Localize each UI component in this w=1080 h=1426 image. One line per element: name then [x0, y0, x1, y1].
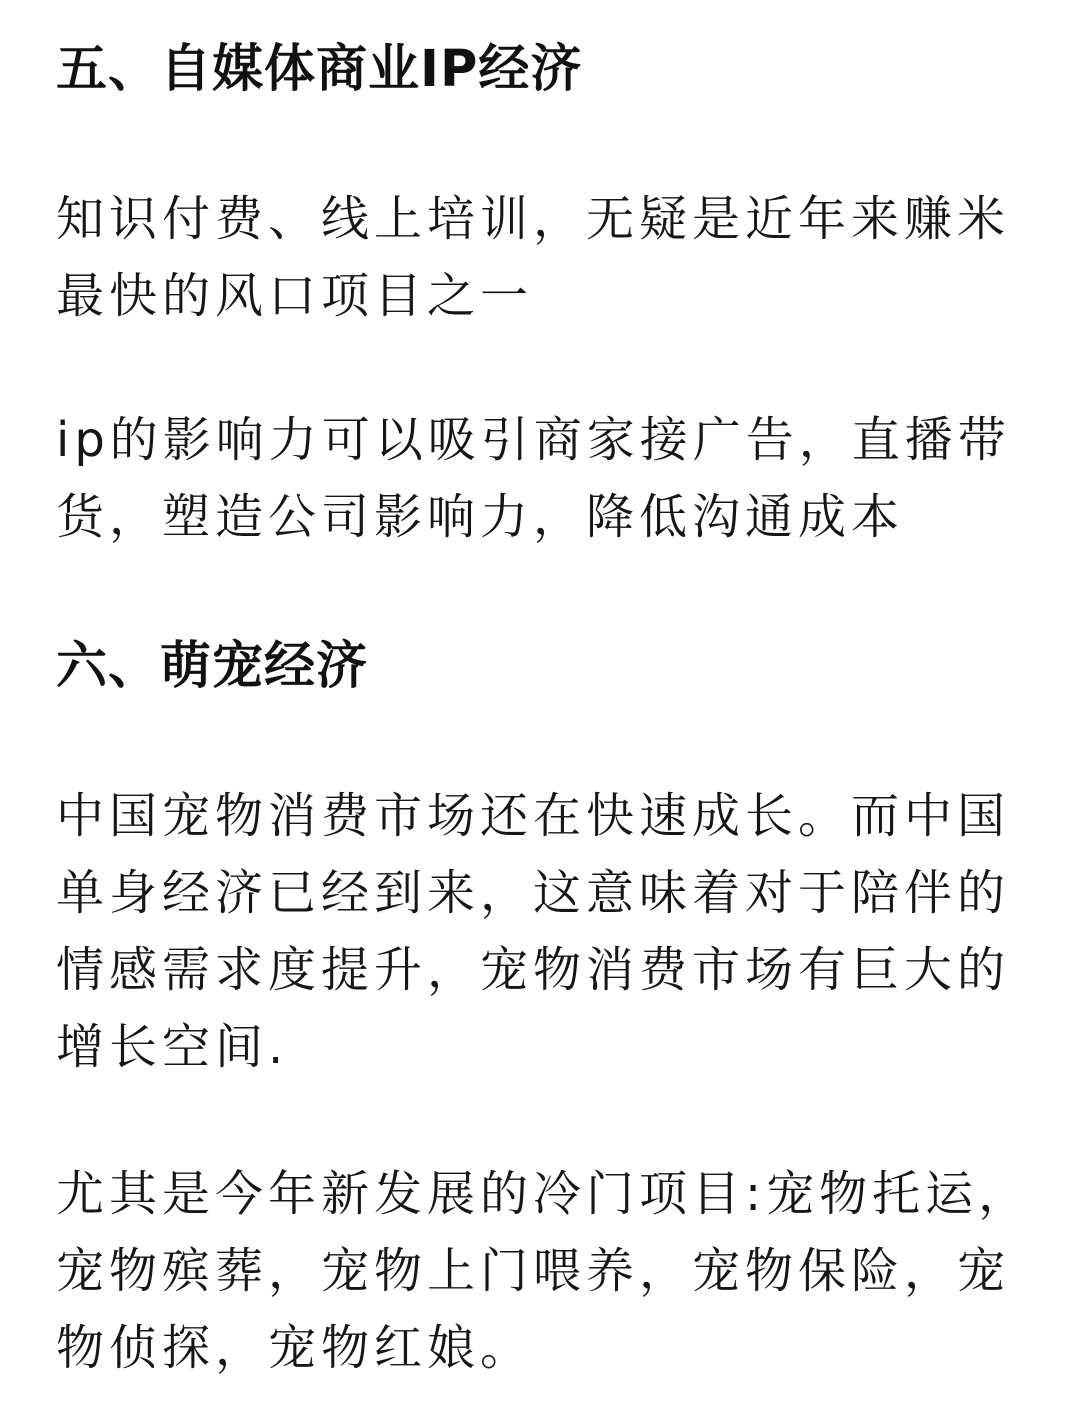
paragraph-line: 货，塑造公司影响力，降低沟通成本 — [56, 489, 905, 545]
paragraph-line: 中国宠物消费市场还在快速成长。而中国 — [56, 788, 1011, 844]
paragraph-line: 增长空间. — [56, 1019, 289, 1075]
paragraph-pet-market — [56, 778, 1010, 1086]
paragraph-line: ip的影响力可以吸引商家接广告，直播带 — [56, 412, 1011, 468]
paragraph-line: 物侦探，宠物红娘。 — [56, 1320, 534, 1376]
paragraph-niche-pet-projects — [56, 1156, 1031, 1387]
paragraph-ip-influence — [56, 402, 1011, 556]
paragraph-line: 情感需求度提升，宠物消费市场有巨大的 — [56, 942, 1011, 998]
section-heading-pet-economy: 六、萌宠经济 — [56, 637, 369, 696]
paragraph-line: 最快的风口项目之一 — [56, 268, 534, 324]
paragraph-line: 宠物殡葬，宠物上门喂养，宠物保险，宠 — [56, 1243, 1011, 1299]
paragraph-line: 单身经济已经到来，这意味着对于陪伴的 — [56, 865, 1011, 921]
paragraph-line: 知识付费、线上培训，无疑是近年来赚米 — [56, 191, 1011, 247]
paragraph-knowledge-payment — [56, 181, 1010, 335]
section-heading-ip-economy: 五、自媒体商业IP经济 — [56, 40, 583, 99]
paragraph-line: 尤其是今年新发展的冷门项目:宠物托运， — [56, 1166, 1032, 1222]
